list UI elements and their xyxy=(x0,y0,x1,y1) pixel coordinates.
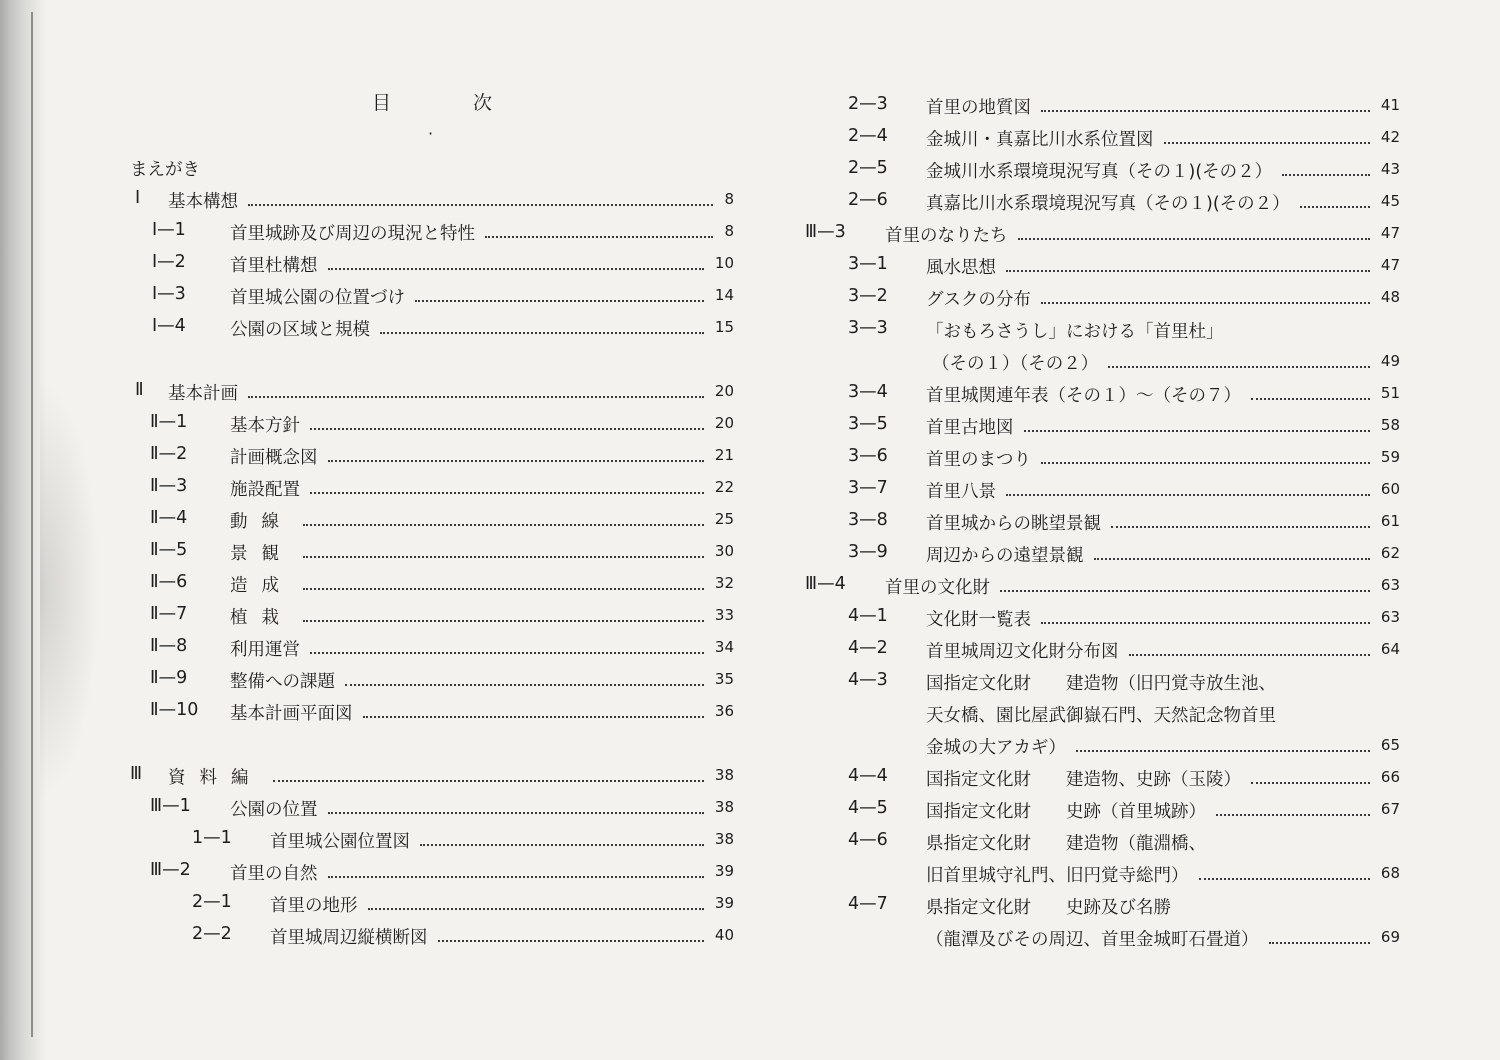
toc-entry-title: 基本方針 xyxy=(230,416,300,436)
toc-entry-title: 首里の文化財 xyxy=(885,578,990,598)
toc-entry-page: 61 xyxy=(1380,512,1400,530)
toc-entry-number: 2—1 xyxy=(192,892,232,912)
toc-entry-number: 2—4 xyxy=(848,126,888,146)
toc-entry[interactable] xyxy=(0,120,1500,150)
toc-leader-dots xyxy=(1111,526,1370,528)
toc-entry-number: Ⅱ—3 xyxy=(150,476,188,496)
toc-entry-title: 整備への課題 xyxy=(230,672,335,692)
toc-entry-title: 金城の大アカギ） xyxy=(926,738,1066,758)
toc-leader-dots xyxy=(1216,814,1370,816)
toc-entry[interactable] xyxy=(0,248,1500,278)
toc-entry-title: 金城川・真嘉比川水系位置図 xyxy=(926,130,1154,150)
toc-entry-number: Ⅱ xyxy=(135,380,144,400)
toc-entry-page: 41 xyxy=(1380,96,1400,114)
toc-entry-page: 40 xyxy=(714,926,734,944)
toc-entry-page: 69 xyxy=(1380,928,1400,946)
toc-entry-title: 県指定文化財 史跡及び名勝 xyxy=(926,898,1171,918)
toc-entry-number: 3—7 xyxy=(848,478,888,498)
toc-entry-page: 43 xyxy=(1380,160,1400,178)
toc-entry-title: 首里城跡及び周辺の現況と特性 xyxy=(230,224,475,244)
toc-entry[interactable] xyxy=(0,920,1500,950)
toc-entry-page: 47 xyxy=(1380,256,1400,274)
toc-leader-dots xyxy=(1269,942,1370,944)
toc-entry-title: 首里杜構想 xyxy=(230,256,318,276)
toc-entry-title: 県指定文化財 建造物（龍淵橋、 xyxy=(926,834,1206,854)
toc-entry-title: 景観 xyxy=(230,544,293,564)
toc-entry-number: 4—4 xyxy=(848,766,888,786)
toc-entry-page: 36 xyxy=(714,702,734,720)
toc-entry-number: Ⅰ—4 xyxy=(152,316,186,336)
toc-entry-number: 3—2 xyxy=(848,286,888,306)
toc-leader-dots xyxy=(1129,654,1370,656)
toc-entry-title: （龍潭及びその周辺、首里金城町石畳道） xyxy=(926,930,1259,950)
toc-entry-title: 天女橋、園比屋武御嶽石門、天然記念物首里 xyxy=(926,706,1276,726)
toc-entry-number: 4—1 xyxy=(848,606,888,626)
toc-entry-number: Ⅲ—2 xyxy=(150,860,191,880)
toc-entry-number: Ⅰ—3 xyxy=(152,284,186,304)
toc-entry-title: 旧首里城守礼門、旧円覚寺総門） xyxy=(926,866,1189,886)
toc-leader-dots xyxy=(1000,590,1370,592)
toc-entry-title: 資料編 xyxy=(168,768,263,788)
toc-entry-title: 首里城周辺文化財分布図 xyxy=(926,642,1119,662)
toc-entry-page: 42 xyxy=(1380,128,1400,146)
toc-entry-page: 25 xyxy=(714,510,734,528)
toc-entry-page: 64 xyxy=(1380,640,1400,658)
toc-entry-page: 38 xyxy=(714,766,734,784)
toc-leader-dots xyxy=(1300,206,1370,208)
toc-entry-number: Ⅱ—2 xyxy=(150,444,188,464)
toc-entry-title: 首里の地形 xyxy=(270,896,358,916)
toc-entry-title: 首里城からの眺望景観 xyxy=(926,514,1101,534)
toc-entry-number: 2—5 xyxy=(848,158,888,178)
toc-entry-page: 8 xyxy=(724,190,734,208)
toc-entry-page: 38 xyxy=(714,798,734,816)
toc-entry[interactable] xyxy=(0,728,1500,758)
toc-leader-dots xyxy=(1041,302,1370,304)
toc-entry-number: Ⅰ—1 xyxy=(152,220,186,240)
toc-entry-title: 首里のまつり xyxy=(926,450,1031,470)
toc-entry-number: Ⅱ—8 xyxy=(150,636,188,656)
toc-entry-number: 3—1 xyxy=(848,254,888,274)
toc-entry-page: 58 xyxy=(1380,416,1400,434)
toc-entry-number: 1—1 xyxy=(192,828,232,848)
toc-entry-title: 公園の位置 xyxy=(230,800,318,820)
toc-entry-page: 60 xyxy=(1380,480,1400,498)
toc-entry[interactable] xyxy=(0,312,1500,342)
toc-entry[interactable] xyxy=(0,696,1500,726)
toc-entry-title: 真嘉比川水系環境現況写真（その１)(その２） xyxy=(926,194,1290,214)
toc-entry-title: 首里城公園の位置づけ xyxy=(230,288,405,308)
toc-entry[interactable] xyxy=(0,600,1500,630)
toc-leader-dots xyxy=(1041,462,1370,464)
toc-entry-number: Ⅱ—10 xyxy=(150,700,199,720)
toc-entry-title: 首里八景 xyxy=(926,482,996,502)
toc-entry-number: Ⅲ—3 xyxy=(805,222,846,242)
toc-entry-page: 32 xyxy=(714,574,734,592)
toc-entry-number: 2—3 xyxy=(848,94,888,114)
toc-entry[interactable] xyxy=(0,856,1500,886)
toc-entry[interactable] xyxy=(0,792,1500,822)
toc-entry-page: 14 xyxy=(714,286,734,304)
toc-entry[interactable] xyxy=(0,376,1500,406)
toc-leader-dots xyxy=(1164,142,1370,144)
toc-entry[interactable] xyxy=(0,344,1500,374)
toc-entry-number: Ⅱ—7 xyxy=(150,604,188,624)
toc-entry-number: 3—3 xyxy=(848,318,888,338)
toc-entry-title: 首里城周辺縦横断図 xyxy=(270,928,428,948)
toc-leader-dots xyxy=(1282,174,1370,176)
toc-entry-number: Ⅲ—4 xyxy=(805,574,846,594)
toc-entry-number: 3—9 xyxy=(848,542,888,562)
toc-entry-title: 公園の区域と規模 xyxy=(230,320,370,340)
toc-entry-title: 風水思想 xyxy=(926,258,996,278)
toc-entry-number: 4—6 xyxy=(848,830,888,850)
toc-entry-title: 首里城関連年表（その１）～（その７） xyxy=(926,386,1241,406)
toc-entry-page: 38 xyxy=(714,830,734,848)
toc-entry-title: 首里の自然 xyxy=(230,864,318,884)
toc-entry-page: 20 xyxy=(714,382,734,400)
toc-entry-number: 3—8 xyxy=(848,510,888,530)
toc-entry-page: 45 xyxy=(1380,192,1400,210)
toc-entry-page: 35 xyxy=(714,670,734,688)
toc-entry[interactable] xyxy=(0,184,1500,214)
toc-leader-dots xyxy=(1076,750,1370,752)
toc-leader-dots xyxy=(1006,494,1370,496)
toc-entry-title: 首里城公園位置図 xyxy=(270,832,410,852)
toc-entry-number: Ⅲ xyxy=(130,764,143,784)
toc-entry-title: 国指定文化財 史跡（首里城跡） xyxy=(926,802,1206,822)
toc-entry-page: 59 xyxy=(1380,448,1400,466)
toc-entry-title: 国指定文化財 建造物、史跡（玉陵） xyxy=(926,770,1241,790)
toc-entry-title: 文化財一覧表 xyxy=(926,610,1031,630)
toc-entry[interactable] xyxy=(0,152,1500,182)
toc-entry-number: 4—3 xyxy=(848,670,888,690)
toc-entry-number: 2—2 xyxy=(192,924,232,944)
toc-entry-number: Ⅰ xyxy=(135,188,141,208)
toc-entry-number: 3—5 xyxy=(848,414,888,434)
toc-entry[interactable] xyxy=(0,824,1500,854)
toc-entry[interactable] xyxy=(0,504,1500,534)
toc-entry-title: 計画概念図 xyxy=(230,448,318,468)
toc-leader-dots xyxy=(1018,238,1370,240)
toc-entry-number: 4—5 xyxy=(848,798,888,818)
toc-entry-title: 基本構想 xyxy=(168,192,238,212)
toc-entry-page: 68 xyxy=(1380,864,1400,882)
toc-entry-title: 国指定文化財 建造物（旧円覚寺放生池、 xyxy=(926,674,1276,694)
toc-entry-number: 3—6 xyxy=(848,446,888,466)
toc-entry-number: 4—7 xyxy=(848,894,888,914)
toc-entry-page: 67 xyxy=(1380,800,1400,818)
toc-entry-page: 39 xyxy=(714,862,734,880)
toc-entry[interactable] xyxy=(0,440,1500,470)
toc-entry-title: 動線 xyxy=(230,512,293,532)
toc-entry-title: （その１）（その２） xyxy=(932,354,1099,374)
toc-entry-page: 20 xyxy=(714,414,734,432)
toc-entry-page: 39 xyxy=(714,894,734,912)
toc-entry-title: 首里の地質図 xyxy=(926,98,1031,118)
toc-preface-label: まえがき xyxy=(130,160,200,180)
toc-leader-dots xyxy=(1024,430,1370,432)
toc-leader-dots xyxy=(1251,782,1370,784)
toc-entry-page: 66 xyxy=(1380,768,1400,786)
toc-leader-dots xyxy=(1108,366,1370,368)
toc-entry-page: 48 xyxy=(1380,288,1400,306)
toc-entry-title: 造成 xyxy=(230,576,293,596)
toc-entry-page: 22 xyxy=(714,478,734,496)
toc-entry[interactable] xyxy=(0,408,1500,438)
toc-entry-page: 15 xyxy=(714,318,734,336)
toc-entry-number: Ⅰ—2 xyxy=(152,252,186,272)
toc-entry-page: 8 xyxy=(724,222,734,240)
toc-entry-title: 施設配置 xyxy=(230,480,300,500)
toc-entry-page: 51 xyxy=(1380,384,1400,402)
toc-entry[interactable] xyxy=(0,760,1500,790)
toc-entry-page: 65 xyxy=(1380,736,1400,754)
toc-entry-page: 62 xyxy=(1380,544,1400,562)
toc-entry[interactable] xyxy=(0,664,1500,694)
toc-entry-title: 首里古地図 xyxy=(926,418,1014,438)
toc-entry-number: 3—4 xyxy=(848,382,888,402)
toc-entry-title: 利用運営 xyxy=(230,640,300,660)
toc-entry-number: Ⅱ—1 xyxy=(150,412,188,432)
toc-leader-dots xyxy=(1199,878,1370,880)
toc-entry-title: 基本計画 xyxy=(168,384,238,404)
toc-entry-number: Ⅲ—1 xyxy=(150,796,191,816)
toc-entry-title: 「おもろさうし」における「首里杜」 xyxy=(926,322,1224,342)
toc-leader-dots xyxy=(1006,270,1370,272)
toc-leader-dots xyxy=(1251,398,1370,400)
toc-entry[interactable] xyxy=(0,280,1500,310)
toc-entry-number: Ⅱ—4 xyxy=(150,508,188,528)
toc-entry-page: 21 xyxy=(714,446,734,464)
toc-entry-title: 周辺からの遠望景観 xyxy=(926,546,1084,566)
toc-leader-dots xyxy=(1094,558,1370,560)
toc-entry-page: 33 xyxy=(714,606,734,624)
toc-entry-page: 63 xyxy=(1380,576,1400,594)
title-dot: · xyxy=(428,124,434,143)
toc-entry[interactable] xyxy=(0,632,1500,662)
toc-leader-dots xyxy=(1041,110,1370,112)
toc-entry-title: グスクの分布 xyxy=(926,290,1031,310)
toc-entry-title: 基本計画平面図 xyxy=(230,704,353,724)
toc-leader-dots xyxy=(1041,622,1370,624)
toc-entry-number: Ⅱ—9 xyxy=(150,668,188,688)
toc-entry[interactable] xyxy=(0,888,1500,918)
toc-entry-title: 金城川水系環境現況写真（その１)(その２） xyxy=(926,162,1273,182)
toc-entry[interactable] xyxy=(0,472,1500,502)
toc-entry-page: 10 xyxy=(714,254,734,272)
toc-entry-page: 30 xyxy=(714,542,734,560)
title-char-2: 次 xyxy=(472,92,492,114)
toc-entry[interactable] xyxy=(0,536,1500,566)
toc-entry-number: Ⅱ—5 xyxy=(150,540,188,560)
toc-entry-number: Ⅱ—6 xyxy=(150,572,188,592)
toc-entry-page: 63 xyxy=(1380,608,1400,626)
toc-entry-number: 4—2 xyxy=(848,638,888,658)
title-char-1: 目 xyxy=(372,92,392,114)
toc-entry[interactable] xyxy=(0,88,1500,118)
toc-entry-title: 首里のなりたち xyxy=(885,226,1008,246)
toc-entry-page: 49 xyxy=(1380,352,1400,370)
toc-entry[interactable] xyxy=(0,216,1500,246)
toc-entry-number: 2—6 xyxy=(848,190,888,210)
toc-entry-title: 植栽 xyxy=(230,608,293,628)
toc-entry-page: 34 xyxy=(714,638,734,656)
toc-entry[interactable] xyxy=(0,568,1500,598)
toc-entry-page: 47 xyxy=(1380,224,1400,242)
